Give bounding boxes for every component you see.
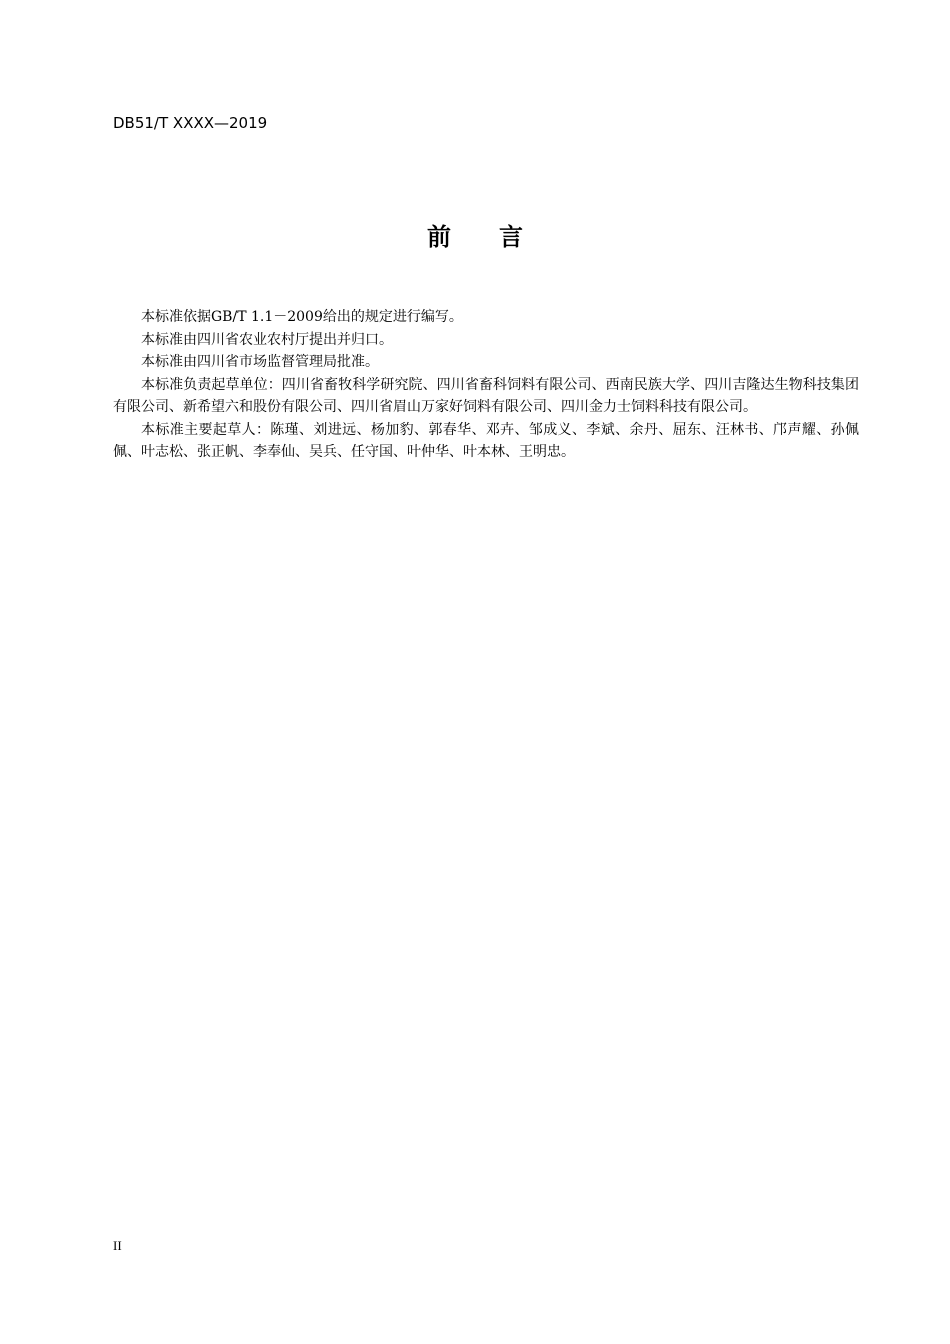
preface-body	[113, 306, 859, 464]
paragraph-drafters: 本标准主要起草人：陈瑾、刘进远、杨加豹、郭春华、邓卉、邹成义、李斌、余丹、屈东、汪林书、邝声耀、孙佩佩、叶志松、张正帆、李奉仙、吴兵、任守国、叶仲华、叶本林、王明忠。	[113, 421, 859, 460]
preface-title: 前言	[427, 223, 571, 251]
paragraph-drafting-basis: 本标准依据GB/T 1.1－2009给出的规定进行编写。	[141, 309, 463, 325]
paragraph-proposer: 本标准由四川省农业农村厅提出并归口。	[141, 331, 393, 348]
standard-code: DB51/T XXXX—2019	[113, 114, 268, 132]
paragraph-drafting-units: 本标准负责起草单位：四川省畜牧科学研究院、四川省畜科饲料有限公司、西南民族大学、四川吉隆达生物科技集团有限公司、新希望六和股份有限公司、四川省眉山万家好饲料有限公司、四川金力士饲料科技有限公司。	[113, 376, 859, 415]
paragraph-approver: 本标准由四川省市场监督管理局批准。	[141, 354, 379, 370]
page-number: II	[113, 1238, 122, 1253]
